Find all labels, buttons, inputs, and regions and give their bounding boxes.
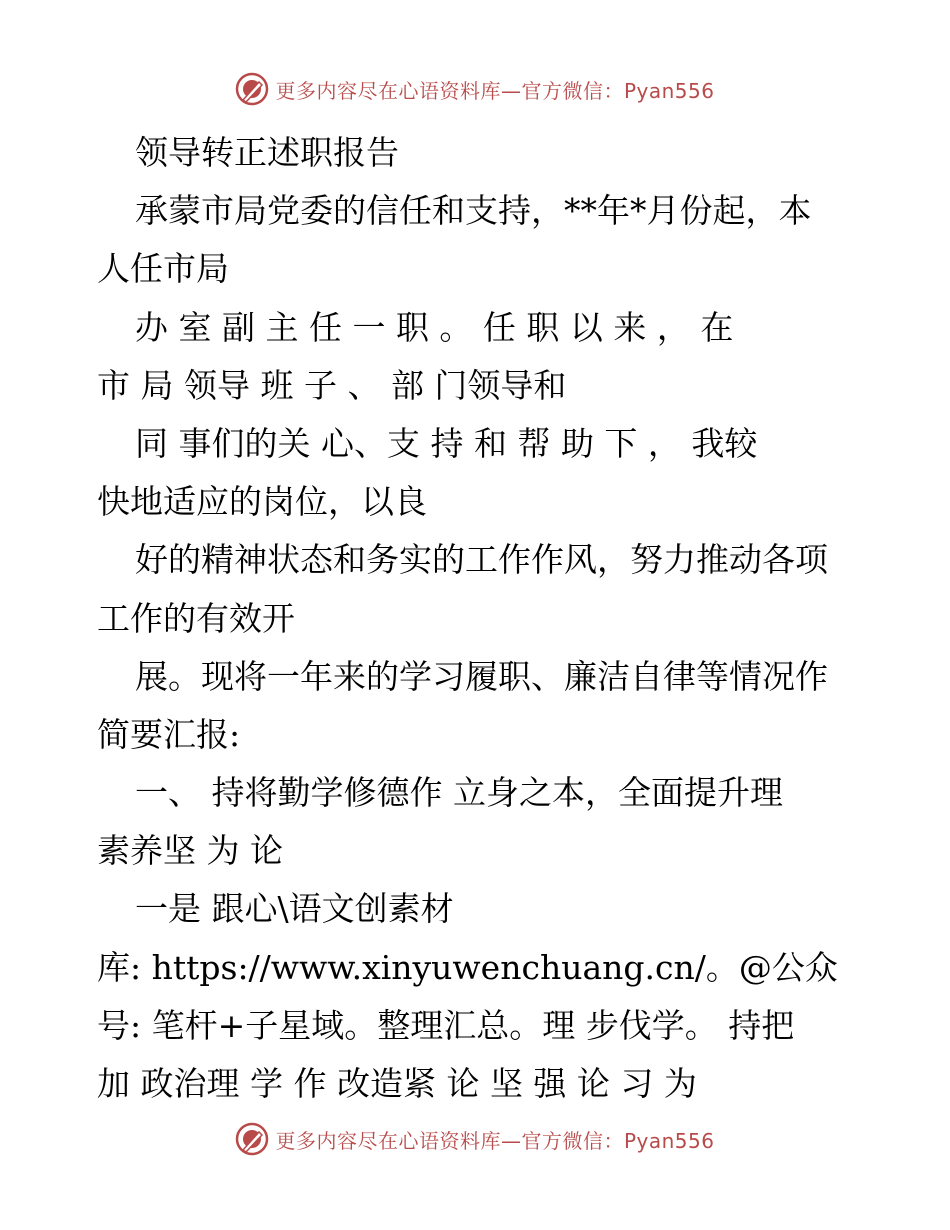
footer-watermark [0, 1122, 950, 1156]
paragraph-line: 办 室 副 主 任 一 职 。 任 职 以 来 ， 在 [135, 307, 734, 347]
document-title: 领导转正述职报告 [135, 133, 399, 172]
header-watermark [0, 72, 950, 106]
paragraph-line: 简要汇报: [97, 714, 241, 754]
document-body [97, 124, 857, 1113]
pen-logo-icon [235, 72, 269, 106]
paragraph-line: 加 政治理 学 作 改造紧 论 坚 强 论 习 为 [97, 1064, 697, 1103]
section-heading: 一、 持将勤学修德作 立身之本，全面提升理 [135, 773, 783, 813]
paragraph-line: 快地适应的岗位，以良 [97, 482, 427, 522]
watermark-text: 更多内容尽在心语资料库—官方微信：Pyan556 [275, 1128, 715, 1153]
paragraph-line: 承蒙市局党委的信任和支持，**年*月份起，本 [135, 191, 812, 231]
paragraph-line: 号: 笔杆+子星域。整理汇总。理 步伐学。 持把 [97, 1005, 795, 1045]
pen-logo-icon [235, 1122, 269, 1156]
paragraph-line: 同 事们的关 心、支 持 和 帮 助 下 ， 我较 [135, 423, 758, 463]
paragraph-line: 素养坚 为 论 [97, 831, 283, 871]
paragraph-line: 好的精神状态和务实的工作作风，努力推动各项 [135, 540, 828, 580]
paragraph-line: 市 局 领导 班 子 、 部 门领导和 [97, 365, 567, 405]
paragraph-line: 人任市局 [97, 249, 229, 289]
paragraph-line: 展。现将一年来的学习履职、廉洁自律等情况作 [135, 656, 828, 696]
watermark-text: 更多内容尽在心语资料库—官方微信：Pyan556 [275, 78, 715, 103]
paragraph-line: 工作的有效开 [97, 598, 295, 638]
paragraph-line: 一是 跟心\语文创素材 [135, 889, 454, 929]
paragraph-line: 库: https://www.xinyuwenchuang.cn/。@公众 [97, 947, 838, 987]
